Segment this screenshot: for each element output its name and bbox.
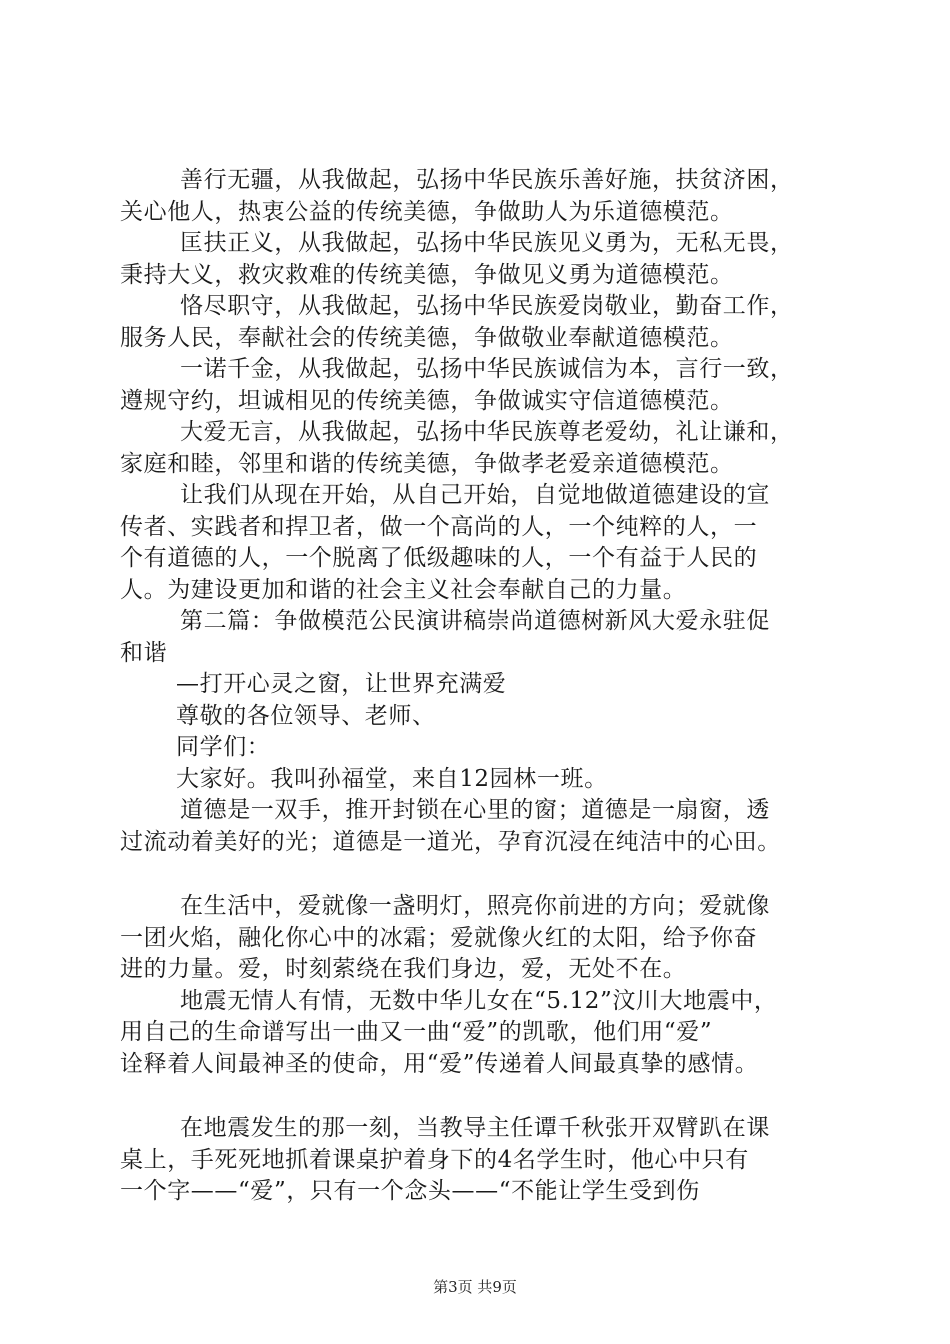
subtitle: —打开心灵之窗，让世界充满爱 bbox=[176, 671, 507, 697]
document-body bbox=[120, 165, 840, 1208]
paragraph-line: 关心他人，热衷公益的传统美德，争做助人为乐道德模范。 bbox=[120, 198, 734, 225]
paragraph-line: 传者、实践者和捍卫者，做一个高尚的人，一个纯粹的人，一 bbox=[120, 513, 758, 540]
paragraph-line: 服务人民，奉献社会的传统美德，争做敬业奉献道德模范。 bbox=[120, 324, 734, 351]
paragraph-line: 家庭和睦，邻里和谐的传统美德，争做孝老爱亲道德模范。 bbox=[120, 450, 734, 477]
page-footer bbox=[0, 1277, 950, 1297]
paragraph-line: 善行无疆，从我做起，弘扬中华民族乐善好施，扶贫济困， bbox=[180, 167, 794, 193]
paragraph-line: 让我们从现在开始，从自己开始，自觉地做道德建设的宣 bbox=[180, 482, 770, 508]
paragraph-line: 一团火焰，融化你心中的冰霜；爱就像火红的太阳，给予你奋 bbox=[120, 924, 758, 951]
greeting: 大家好。我叫孙福堂，来自12园林一班。 bbox=[176, 765, 608, 792]
paragraph-line: 道德是一双手，推开封锁在心里的窗；道德是一扇窗，透 bbox=[180, 797, 770, 823]
section-heading: 第二篇：争做模范公民演讲稿崇尚道德树新风大爱永驻促 bbox=[180, 608, 770, 634]
paragraph-line: 在地震发生的那一刻，当教导主任谭千秋张开双臂趴在课 bbox=[180, 1115, 770, 1141]
paragraph-line: 过流动着美好的光；道德是一道光，孕育沉浸在纯洁中的心田。 bbox=[120, 828, 781, 855]
paragraph-line: 诠释着人间最神圣的使命，用“爱”传递着人间最真挚的感情。 bbox=[120, 1050, 759, 1077]
paragraph-line: 一诺千金，从我做起，弘扬中华民族诚信为本，言行一致， bbox=[180, 356, 794, 382]
paragraph-line: 大爱无言，从我做起，弘扬中华民族尊老爱幼，礼让谦和， bbox=[180, 419, 794, 445]
paragraph-line: 秉持大义，救灾救难的传统美德，争做见义勇为道德模范。 bbox=[120, 261, 734, 288]
paragraph-line: 一个字——“爱”，只有一个念头——“不能让学生受到伤 bbox=[120, 1178, 700, 1204]
paragraph-line: 用自己的生命谱写出一曲又一曲“爱”的凯歌，他们用“爱” bbox=[120, 1019, 713, 1045]
paragraph-line: 个有道德的人，一个脱离了低级趣味的人，一个有益于人民的 bbox=[120, 545, 758, 571]
paragraph-gap bbox=[120, 858, 840, 891]
paragraph-line: 人。为建设更加和谐的社会主义社会奉献自己的力量。 bbox=[120, 576, 687, 603]
paragraph-line: 进的力量。爱，时刻萦绕在我们身边，爱，无处不在。 bbox=[120, 956, 687, 982]
paragraph-line: 恪尽职守，从我做起，弘扬中华民族爱岗敬业，勤奋工作， bbox=[180, 293, 794, 319]
salutation: 同学们： bbox=[176, 734, 271, 760]
paragraph-line: 匡扶正义，从我做起，弘扬中华民族见义勇为，无私无畏， bbox=[180, 230, 794, 256]
paragraph-gap bbox=[120, 1080, 840, 1113]
paragraph-line: 在生活中，爱就像一盏明灯，照亮你前进的方向；爱就像 bbox=[180, 893, 770, 919]
paragraph-line: 地震无情人有情，无数中华儿女在“5.12”汶川大地震中， bbox=[180, 987, 778, 1014]
salutation: 尊敬的各位领导、老师、 bbox=[176, 702, 436, 729]
page-indicator: 第3页 共9页 bbox=[433, 1278, 517, 1296]
section-heading: 和谐 bbox=[120, 639, 168, 666]
paragraph-line: 遵规守约，坦诚相见的传统美德，争做诚实守信道德模范。 bbox=[120, 387, 734, 414]
paragraph-line: 桌上，手死死地抓着课桌护着身下的4名学生时，他心中只有 bbox=[120, 1146, 749, 1173]
